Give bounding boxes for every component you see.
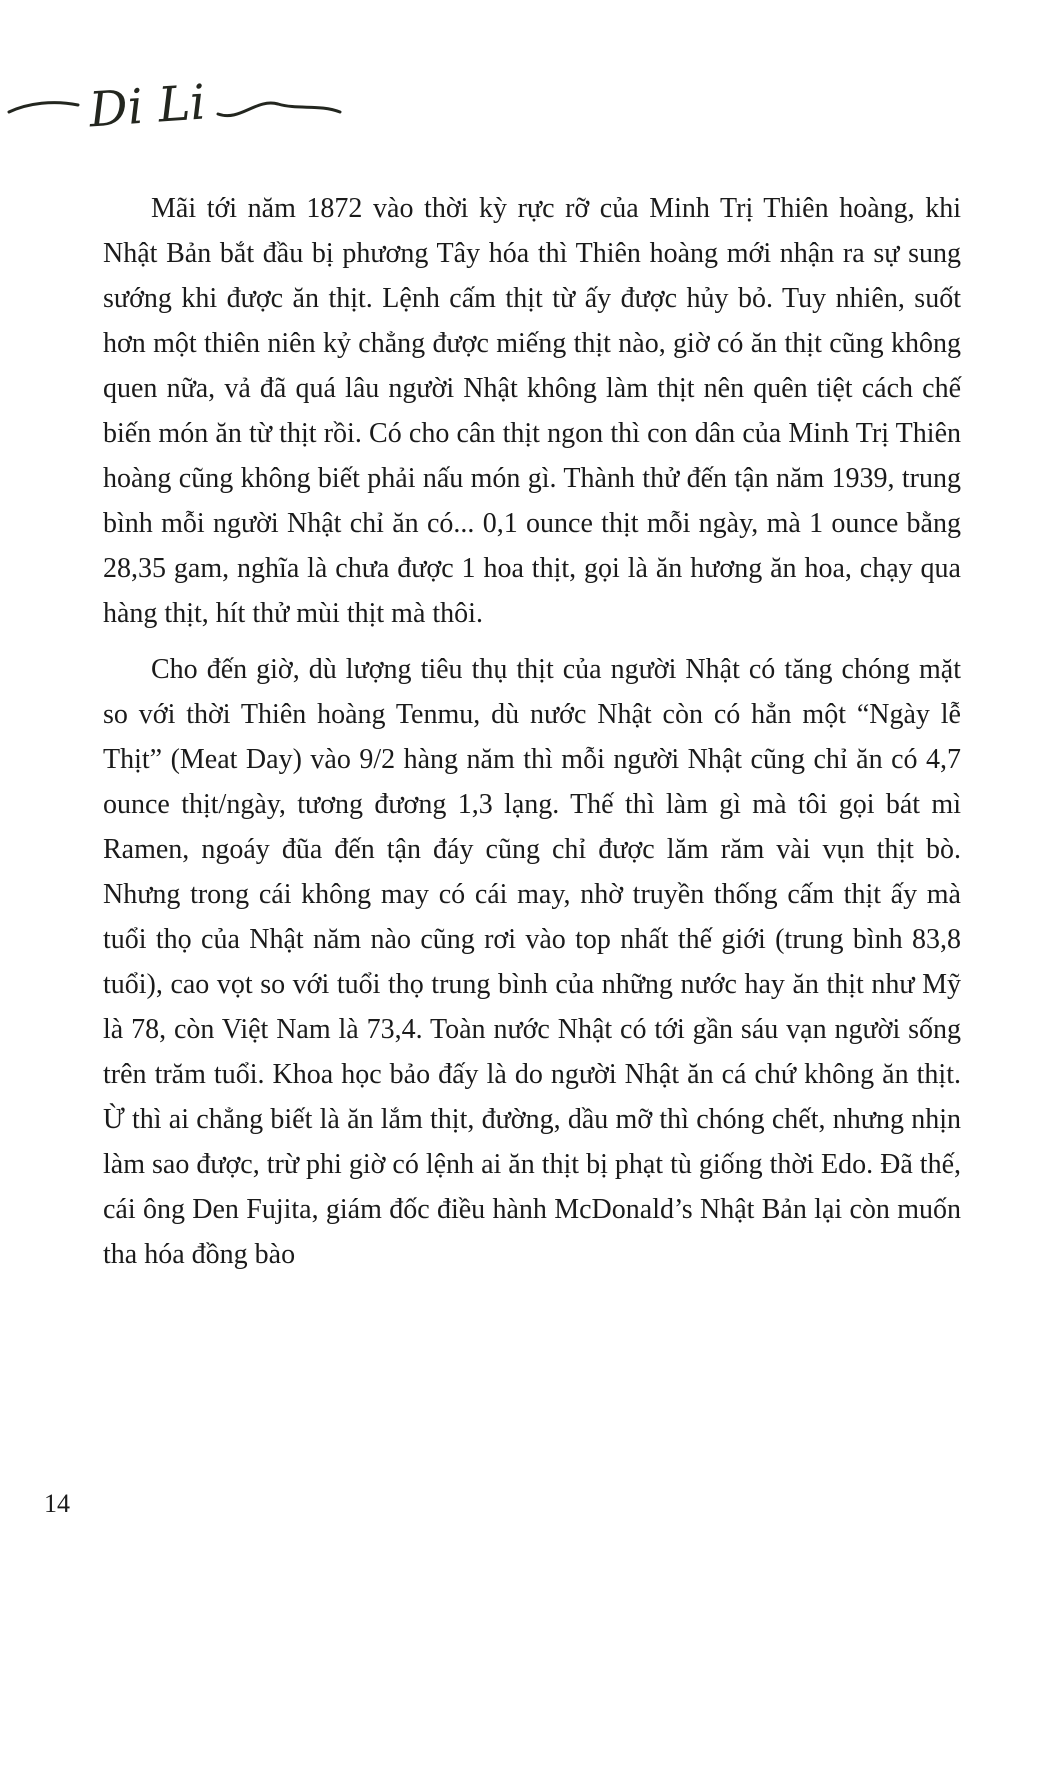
signature-text: Di Li — [87, 74, 208, 139]
signature-flourish-right-icon — [218, 103, 340, 116]
signature-flourish-left-icon — [9, 103, 78, 112]
author-signature — [4, 60, 348, 148]
paragraph-2: Cho đến giờ, dù lượng tiêu thụ thịt của người Nhật có tăng chóng mặt so với thời Thiên hoàng Tenmu, dù nước Nhật còn có hẳn một “Ngày lễ Thịt” (Meat Day) vào 9/2 hàng năm thì mỗi người Nhật cũng chỉ ăn có 4,7 ounce thịt/ngày, tương đương 1,3 lạng. Thế thì làm gì mà tôi gọi bát mì Ramen, ngoáy đũa đến tận đáy cũng chỉ được lăm răm vài vụn thịt bò. Nhưng trong cái không may có cái may, nhờ truyền thống cấm thịt ấy mà tuổi thọ của Nhật năm nào cũng rơi vào top nhất thế giới (trung bình 83,8 tuổi), cao vọt so với tuổi thọ trung bình của những nước hay ăn thịt như Mỹ là 78, còn Việt Nam là 73,4. Toàn nước Nhật có tới gần sáu vạn người sống trên trăm tuổi. Khoa học bảo đấy là do người Nhật ăn cá chứ không ăn thịt. Ừ thì ai chẳng biết là ăn lắm thịt, đường, dầu mỡ thì chóng chết, nhưng nhịn làm sao được, trừ phi giờ có lệnh ai ăn thịt bị phạt tù giống thời Edo. Đã thế, cái ông Den Fujita, giám đốc điều hành McDonald’s Nhật Bản lại còn muốn tha hóa đồng bào — [103, 654, 961, 1270]
page-number: 14 — [44, 1489, 70, 1518]
page-text — [103, 186, 961, 1277]
paragraph-1: Mãi tới năm 1872 vào thời kỳ rực rỡ của Minh Trị Thiên hoàng, khi Nhật Bản bắt đầu bị phương Tây hóa thì Thiên hoàng mới nhận ra sự sung sướng khi được ăn thịt. Lệnh cấm thịt từ ấy được hủy bỏ. Tuy nhiên, suốt hơn một thiên niên kỷ chẳng được miếng thịt nào, giờ có ăn thịt cũng không quen nữa, vả đã quá lâu người Nhật không làm thịt nên quên tiệt cách chế biến món ăn từ thịt rồi. Có cho cân thịt ngon thì con dân của Minh Trị Thiên hoàng cũng không biết phải nấu món gì. Thành thử đến tận năm 1939, trung bình mỗi người Nhật chỉ ăn có... 0,1 ounce thịt mỗi ngày, mà 1 ounce bằng 28,35 gam, nghĩa là chưa được 1 hoa thịt, gọi là ăn hương ăn hoa, chạy qua hàng thịt, hít thử mùi thịt mà thôi. — [103, 193, 961, 629]
